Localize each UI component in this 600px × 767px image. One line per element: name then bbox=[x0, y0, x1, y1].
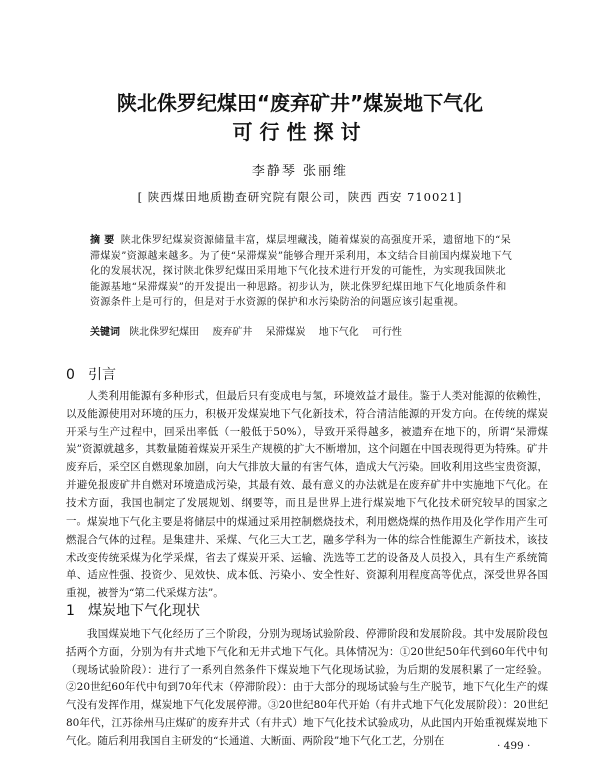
keyword: 可行性 bbox=[371, 327, 402, 338]
section-heading-status bbox=[66, 602, 200, 620]
section-heading-introduction bbox=[66, 366, 116, 384]
body-paragraph: 我国煤炭地下气化经历了三个阶段，分别为现场试验阶段、停滞阶段和发展阶段。其中发展阶段包括两个方面，分别为有井式地下气化和无井式地下气化。具体情况为：①20世纪50年代到60年代中旬（现场试验阶段）：进行了一系列自然条件下煤炭地下气化现场试验，为后期的发展积累了一定经验。②20世纪60年代中旬到70年代末（停滞阶段）：由于大部分的现场试验与生产脱节，地下气化生产的煤气没有发挥作用，煤炭地下气化发展停滞。③20世纪80年代开始（有井式地下气化发展阶段）：20世纪80年代，江苏徐州马庄煤矿的废弃井式（有井式）地下气化技术试验成功，从此国内开始重视煤炭地下气化。随后利用我国自主研发的“长通道、大断面、两阶段”地下气化工艺，分别在 bbox=[66, 628, 548, 747]
keyword: 废弃矿井 bbox=[212, 327, 253, 338]
abstract bbox=[90, 233, 514, 311]
keyword: 地下气化 bbox=[318, 327, 359, 338]
keyword: 陕北侏罗纪煤田 bbox=[129, 327, 200, 338]
body-paragraph: 煤炭地下气化主要是将储层中的煤通过采用控制燃烧技术，利用燃烧煤的热作用及化学作用产生可燃混合气体的过程。是集建井、采煤、气化三大工艺，融多学科为一体的综合性能源生产新技术，该技术改变传统采煤为化学采煤，省去了煤炭开采、运输、洗选等工艺的设备及人员投入，具有生产系统简单、适应性强、投资少、见效快、成本低、污染小、安全性好、资源利用程度高等优点，深受世界各国重视，被誉为“第二代采煤方法”。 bbox=[66, 516, 548, 600]
keywords-label: 关键词 bbox=[90, 327, 120, 338]
section-number: 0 bbox=[66, 367, 75, 383]
page-number: · 499 · bbox=[497, 740, 531, 752]
section-title: 引言 bbox=[88, 367, 116, 383]
body-paragraph: 人类利用能源有多种形式，但最后只有变成电与氢，环境效益才最佳。鉴于人类对能源的依赖性，以及能源使用对环境的压力，积极开发煤炭地下气化新技术，符合清洁能源的开发方向。在传统的煤炭开采与生产过程中，回采出率低（一般低于50%），导致开采得越多，被遗弃在地下的，所谓“呆滞煤炭”资源就越多，其数量随着煤炭开采生产规模的扩大不断增加，这个问题在中国表现得更为特殊。矿井废弃后，采空区自燃现象加剧，向大气排放大量的有害气体，造成大气污染。回收利用这些宝贵资源，并避免报废矿井自燃对环境造成污染，其最有效、最有意义的办法就是在废弃矿井中实施地下气化。在技术方面，我国也制定了发展规划、纲要等，而且是世界上进行煤炭地下气化技术研究较早的国家之一。 bbox=[66, 390, 548, 527]
keyword: 呆滞煤炭 bbox=[265, 327, 306, 338]
paper-title-line2: 可行性探讨 bbox=[232, 120, 368, 144]
authors: 李静琴 张丽维 bbox=[251, 164, 349, 179]
affiliation: [ 陕西煤田地质勘查研究院有限公司，陕西 西安 710021] bbox=[137, 190, 463, 204]
paper-title-line1: 陕北侏罗纪煤田“废弃矿井”煤炭地下气化 bbox=[116, 91, 484, 115]
abstract-text: 陕北侏罗纪煤炭资源储量丰富，煤层埋藏浅，随着煤炭的高强度开采，遗留地下的“呆滞煤炭”资源越来越多。为了使“呆滞煤炭”能够合理开采利用，本文结合目前国内煤炭地下气化的发展状况，探讨陕北侏罗纪煤田采用地下气化技术进行开发的可能性，为实现我国陕北能源基地“呆滞煤炭”的开发提出一种思路。初步认为，陕北侏罗纪煤田地下气化地质条件和资源条件上是可行的，但是对于水资源的保护和水污染防治的问题应该引起重视。 bbox=[90, 235, 513, 308]
section-title: 煤炭地下气化现状 bbox=[88, 603, 200, 619]
keywords bbox=[90, 325, 514, 340]
section-number: 1 bbox=[66, 603, 75, 619]
abstract-label: 摘 要 bbox=[90, 235, 115, 246]
